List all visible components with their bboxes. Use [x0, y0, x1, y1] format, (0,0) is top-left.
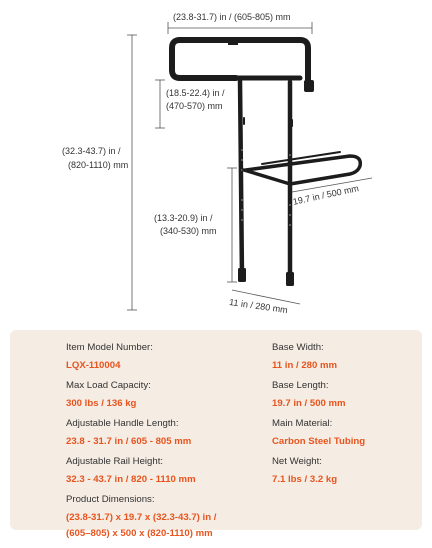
spec-product-dimensions [66, 494, 266, 540]
base-frame [244, 152, 360, 184]
handle-frame [172, 37, 314, 92]
spec-label: Product Dimensions: [66, 494, 155, 505]
spec-label: Adjustable Rail Height: [66, 456, 164, 467]
spec-value: 32.3 - 43.7 in / 820 - 1110 mm [66, 474, 196, 485]
spec-label: Item Model Number: [66, 342, 153, 353]
spec-base-length [272, 380, 422, 410]
spec-handle-length [66, 418, 266, 448]
specs-right-column [272, 342, 422, 494]
dim-total-height-mm: (820-1110) mm [68, 160, 129, 170]
specs-panel [10, 330, 422, 539]
specs-left-column [66, 342, 266, 548]
dim-handle-height-in: (18.5-22.4) in / [166, 88, 225, 98]
spec-material [272, 418, 422, 448]
spec-label: Main Material: [272, 418, 333, 429]
spec-value: 7.1 lbs / 3.2 kg [272, 474, 338, 485]
dim-total-height-in: (32.3-43.7) in / [62, 146, 121, 156]
spec-model [66, 342, 266, 372]
spec-base-width [272, 342, 422, 372]
spec-label: Adjustable Handle Length: [66, 418, 179, 429]
spec-value: (23.8-31.7) x 19.7 x (32.3-43.7) in / [66, 512, 217, 523]
feet [238, 268, 294, 286]
spec-value-line2: (605–805) x 500 x (820-1110) mm [66, 528, 213, 539]
spec-label: Base Length: [272, 380, 329, 391]
dimension-lines [127, 22, 372, 310]
dim-handle-height-mm: (470-570) mm [166, 101, 223, 111]
dim-top-width: (23.8-31.7) in / (605-805) mm [173, 12, 291, 22]
spec-value: 19.7 in / 500 mm [272, 398, 346, 409]
spec-value: LQX-110004 [66, 360, 121, 371]
spec-max-load [66, 380, 266, 410]
dim-rail-height-mm: (340-530) mm [160, 226, 217, 236]
spec-net-weight [272, 456, 422, 486]
spec-value: 23.8 - 31.7 in / 605 - 805 mm [66, 436, 192, 447]
spec-value: 300 lbs / 136 kg [66, 398, 137, 409]
dim-rail-height-in: (13.3-20.9) in / [154, 213, 213, 223]
spec-label: Max Load Capacity: [66, 380, 151, 391]
spec-rail-height [66, 456, 266, 486]
dim-base-width: 11 in / 280 mm [228, 297, 289, 316]
spec-value: Carbon Steel Tubing [272, 436, 366, 447]
spec-label: Net Weight: [272, 456, 322, 467]
spec-label: Base Width: [272, 342, 324, 353]
spec-value: 11 in / 280 mm [272, 360, 338, 371]
dim-base-length: 19.7 in / 500 mm [292, 183, 360, 207]
